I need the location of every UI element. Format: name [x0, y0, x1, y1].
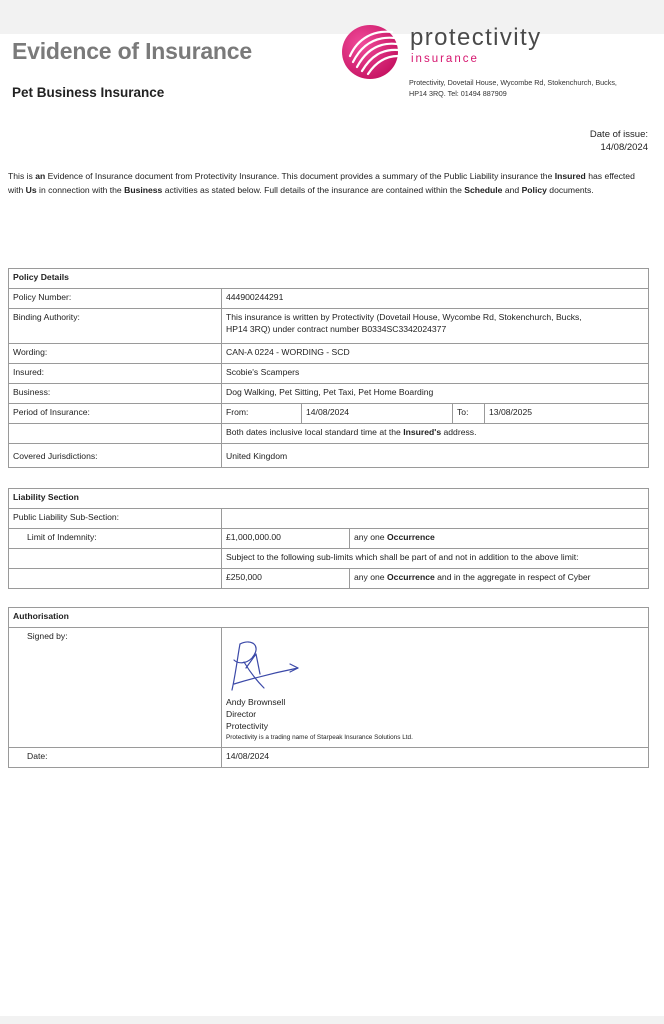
signature-block	[222, 628, 649, 748]
limit-value: £1,000,000.00	[222, 529, 350, 549]
cyber-limit: £250,000	[222, 569, 350, 589]
table-row	[9, 424, 649, 444]
wording: CAN-A 0224 - WORDING - SCD	[222, 344, 649, 364]
date-of-issue	[590, 128, 648, 154]
insured: Scobie's Scampers	[222, 364, 649, 384]
brand-sub: insurance	[411, 53, 479, 65]
binding-authority-label: Binding Authority:	[9, 309, 222, 344]
policy-number-label: Policy Number:	[9, 289, 222, 309]
table-row	[9, 628, 649, 748]
signature-icon	[226, 634, 306, 694]
liability-heading: Liability Section	[9, 489, 649, 509]
signer-name: Andy Brownsell	[226, 697, 286, 707]
business-label: Business:	[9, 384, 222, 404]
signer-title: Director	[226, 709, 257, 719]
liability-section-table	[8, 488, 649, 589]
jurisdictions: United Kingdom	[222, 444, 649, 468]
to-label: To:	[453, 404, 485, 424]
authorisation-heading: Authorisation	[9, 608, 649, 628]
issue-label: Date of issue:	[589, 129, 648, 140]
public-liability-label: Public Liability Sub-Section:	[9, 509, 222, 529]
from-label: From:	[222, 404, 302, 424]
policy-number: 444900244291	[222, 289, 649, 309]
period-label: Period of Insurance:	[9, 404, 222, 424]
brand-name: protectivity	[410, 24, 542, 51]
table-row	[9, 748, 649, 768]
document-title: Evidence of Insurance	[12, 38, 252, 64]
binding-authority: This insurance is written by Protectivity (Dovetail House, Wycombe Rd, Stokenchurch, Bucks, HP14 3RQ) under contract number B0334SC3342024377	[222, 309, 649, 344]
issue-date: 14/08/2024	[600, 142, 648, 153]
table-row	[9, 289, 649, 309]
cyber-basis: any one Occurrence and in the aggregate in respect of Cyber	[350, 569, 649, 589]
limit-label: Limit of Indemnity:	[9, 529, 222, 549]
table-row	[9, 489, 649, 509]
from-date: 14/08/2024	[302, 404, 453, 424]
document-subtitle: Pet Business Insurance	[12, 85, 165, 100]
protectivity-logo-icon	[340, 20, 404, 82]
table-row	[9, 364, 649, 384]
table-row	[9, 509, 649, 529]
table-row	[9, 309, 649, 344]
date-label: Date:	[9, 748, 222, 768]
limit-basis: any one Occurrence	[350, 529, 649, 549]
table-row	[9, 569, 649, 589]
brand-logo	[340, 20, 660, 82]
table-row	[9, 384, 649, 404]
insured-label: Insured:	[9, 364, 222, 384]
intro-paragraph: This is an Evidence of Insurance document from Protectivity Insurance. This document provides a summary of the Public Liability insurance the Insured has effected with Us in connection with the Business activities as stated below. Full details of the insurance are contained within the Schedule and Policy documents.	[8, 171, 635, 195]
table-row	[9, 444, 649, 468]
policy-details-table	[8, 268, 649, 468]
signer-company: Protectivity	[226, 721, 269, 731]
business: Dog Walking, Pet Sitting, Pet Taxi, Pet Home Boarding	[222, 384, 649, 404]
sublimits-note: Subject to the following sub-limits which shall be part of and not in addition to the above limit:	[222, 549, 649, 569]
table-row	[9, 549, 649, 569]
authorisation-table	[8, 607, 649, 768]
jurisdictions-label: Covered Jurisdictions:	[9, 444, 222, 468]
table-row	[9, 269, 649, 289]
period-note: Both dates inclusive local standard time at the Insured's address.	[222, 424, 649, 444]
table-row	[9, 344, 649, 364]
authorisation-date: 14/08/2024	[222, 748, 649, 768]
policy-details-heading: Policy Details	[9, 269, 649, 289]
table-row	[9, 608, 649, 628]
wording-label: Wording:	[9, 344, 222, 364]
company-address: Protectivity, Dovetail House, Wycombe Rd, Stokenchurch, Bucks, HP14 3RQ. Tel: 01494 887909	[409, 78, 617, 98]
trading-note: Protectivity is a trading name of Starpeak Insurance Solutions Ltd.	[226, 734, 413, 741]
signed-by-label: Signed by:	[9, 628, 222, 748]
table-row	[9, 404, 649, 424]
table-row	[9, 529, 649, 549]
to-date: 13/08/2025	[485, 404, 649, 424]
